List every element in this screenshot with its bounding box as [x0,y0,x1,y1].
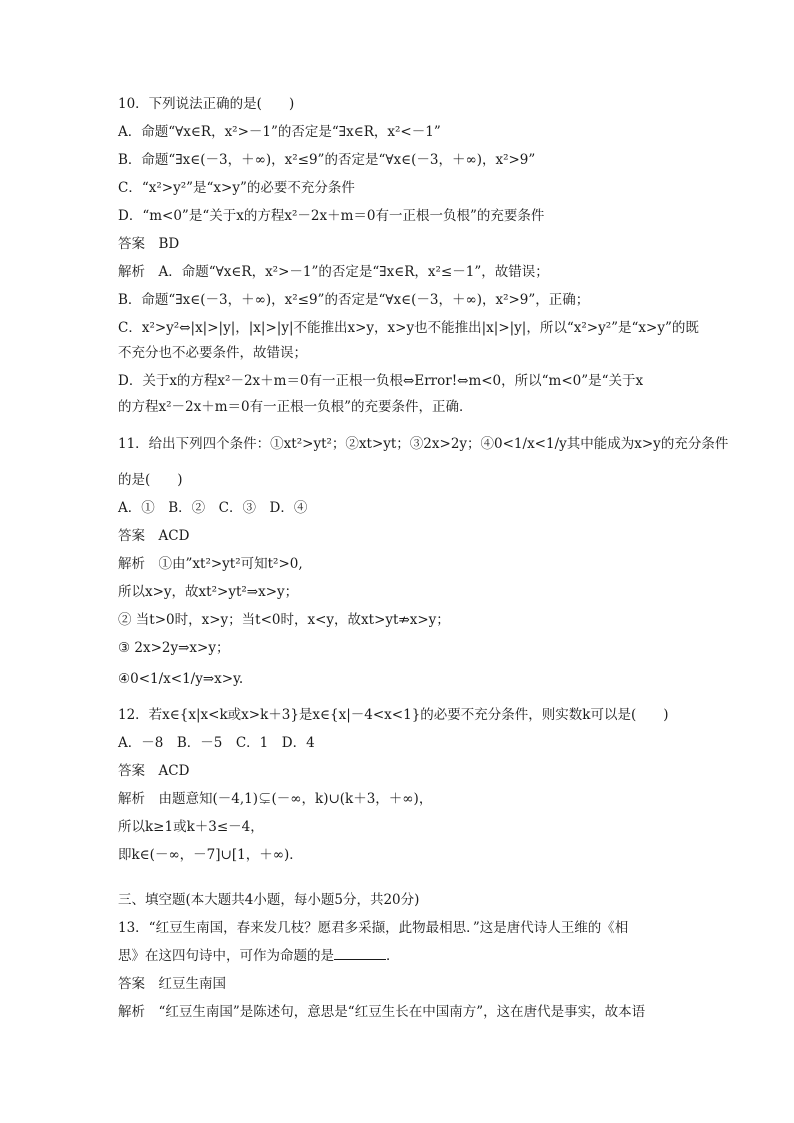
q10-explain-a: 解析 A．命题“∀x∈R，x²>－1”的否定是“∃x∈R，x²≤－1”，故错误； [118,264,549,280]
q10-explain-c1: C．x²>y²⇔|x|>|y|，|x|>|y|不能推出x>y，x>y也不能推出|x|>|y|，所以“x²>y²”是“x>y”的既 [118,320,699,336]
q12-explain-3: 即k∈(－∞，－7]∪[1，＋∞)． [118,847,303,863]
q12-answer: 答案 ACD [118,763,190,779]
q13-stem-cont [118,947,400,965]
q10-stem: 10．下列说法正确的是( ) [118,96,295,112]
q10-option-c: C．“x²>y²”是“x>y”的必要不充分条件 [118,180,355,196]
q12-explain-1: 解析 由题意知(－4,1)⊊(－∞，k)∪(k＋3，＋∞)， [118,791,433,807]
q13-explain: 解析 “红豆生南国”是陈述句，意思是“红豆生长在中国南方”，这在唐代是事实，故本语 [118,1004,646,1020]
q13-stem-text: 思》在这四句诗中，可作为命题的是 [118,948,334,964]
q11-explain-3: ② 当t>0时，x>y；当t<0时，x<y，故xt>yt⇏x>y； [118,612,450,628]
q11-answer: 答案 ACD [118,528,190,544]
q11-explain-1: 解析 ①由”xt²>yt²可知t²>0, [118,556,303,572]
answer-blank [334,947,386,960]
q12-stem: 12．若x∈{x|x<k或x>k＋3}是x∈{x|－4<x<1}的必要不充分条件，则实数k可以是( ) [118,707,669,723]
q13-stem: 13．“红豆生南国，春来发几枝？愿君多采撷，此物最相思．”这是唐代诗人王维的《相 [118,920,629,936]
q10-answer: 答案 BD [118,236,180,252]
q12-options: A．－8 B．－5 C．1 D．4 [118,735,315,751]
q13-answer: 答案 红豆生南国 [118,976,226,992]
q10-explain-b: B．命题“∃x∈(－3，＋∞)，x²≤9”的否定是“∀x∈(－3，＋∞)，x²>9”，正确； [118,292,590,308]
section-heading-fill-in: 三、填空题(本大题共4小题，每小题5分，共20分) [118,892,420,908]
q11-explain-2: 所以x>y，故xt²>yt²⇒x>y； [118,584,299,600]
q10-option-b: B．命题“∃x∈(－3，＋∞)，x²≤9”的否定是“∀x∈(－3，＋∞)，x²>9” [118,152,536,168]
q10-option-d: D．“m<0”是“关于x的方程x²－2x＋m＝0有一正根一负根”的充要条件 [118,208,545,224]
q11-explain-5: ④0<1/x<1/y⇒x>y. [118,671,244,687]
q11-explain-4: ③ 2x>2y⇒x>y； [118,640,230,656]
q10-option-a: A．命题“∀x∈R，x²>－1”的否定是“∃x∈R，x²<－1” [118,124,441,140]
q11-stem-cont: 的是( ) [118,472,183,488]
q10-explain-d2: 的方程x²－2x＋m＝0有一正根一负根”的充要条件，正确． [118,399,473,415]
q10-explain-d1: D．关于x的方程x²－2x＋m＝0有一正根一负根⇔Error!⇔m<0，所以“m<0”是“关于x [118,373,644,389]
q12-explain-2: 所以k≥1或k＋3≤－4， [118,819,264,835]
q11-options: A．① B．② C．③ D．④ [118,500,308,516]
q11-stem: 11．给出下列四个条件：①xt²>yt²；②xt>yt；③2x>2y；④0<1/x<1/y其中能成为x>y的充分条件 [118,436,729,452]
q13-stem-end: ． [386,948,400,964]
q10-explain-c2: 不充分也不必要条件，故错误； [118,345,307,361]
